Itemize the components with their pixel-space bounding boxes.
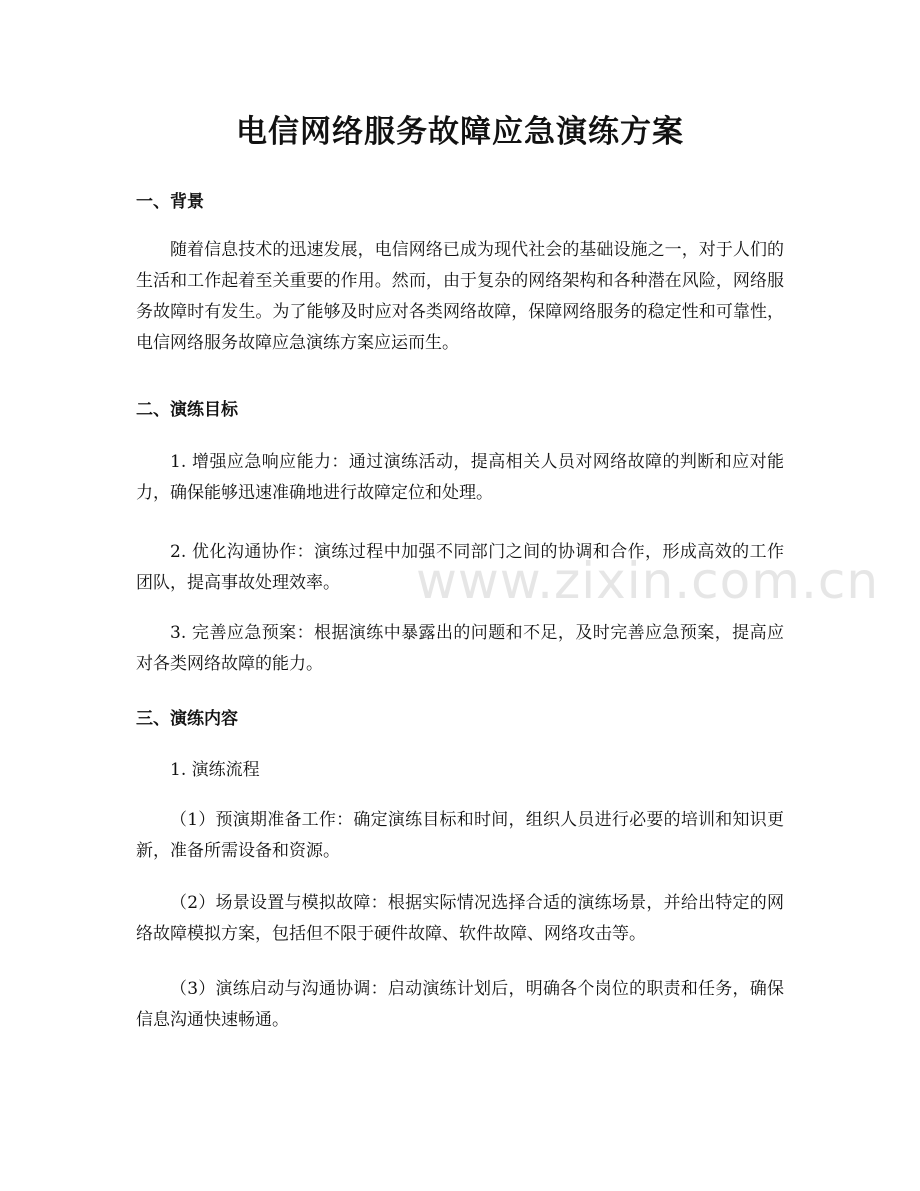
section-heading-content: 三、演练内容 — [136, 709, 238, 729]
section-heading-background: 一、背景 — [136, 192, 204, 212]
paragraph-step-1: （1）预演期准备工作：确定演练目标和时间，组织人员进行必要的培训和知识更新，准备所需设备和资源。 — [136, 810, 784, 861]
paragraph-step-3: （3）演练启动与沟通协调：启动演练计划后，明确各个岗位的职责和任务，确保信息沟通快速畅通。 — [136, 979, 784, 1030]
paragraph-goal-1: 1. 增强应急响应能力：通过演练活动，提高相关人员对网络故障的判断和应对能力，确保能够迅速准确地进行故障定位和处理。 — [136, 452, 784, 503]
paragraph-step-2: （2）场景设置与模拟故障：根据实际情况选择合适的演练场景，并给出特定的网络故障模拟方案，包括但不限于硬件故障、软件故障、网络攻击等。 — [136, 893, 784, 944]
paragraph-background: 随着信息技术的迅速发展，电信网络已成为现代社会的基础设施之一，对于人们的生活和工作起着至关重要的作用。然而，由于复杂的网络架构和各种潜在风险，网络服务故障时有发生。为了能够及时应对各类网络故障，保障网络服务的稳定性和可靠性，电信网络服务故障应急演练方案应运而生。 — [136, 240, 784, 353]
paragraph-goal-3: 3. 完善应急预案：根据演练中暴露出的问题和不足，及时完善应急预案，提高应对各类网络故障的能力。 — [136, 623, 784, 674]
section-heading-goals: 二、演练目标 — [136, 400, 238, 420]
paragraph-drill-process: 1. 演练流程 — [170, 760, 260, 780]
document-title: 电信网络服务故障应急演练方案 — [236, 114, 684, 150]
watermark-text: www.zixin.com.cn — [416, 552, 880, 610]
paragraph-goal-2: 2. 优化沟通协作：演练过程中加强不同部门之间的协调和合作，形成高效的工作团队，提高事故处理效率。 — [136, 542, 784, 593]
